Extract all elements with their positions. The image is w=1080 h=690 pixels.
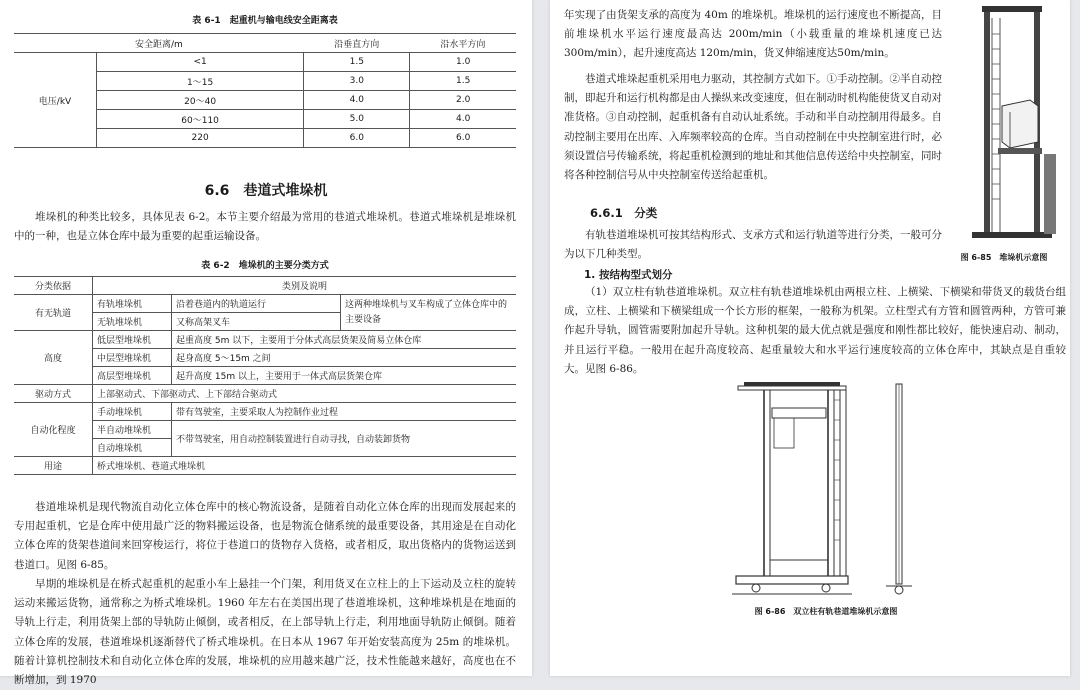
- right-page: [550, 0, 1070, 676]
- table-6-1-caption: 表 6-1 起重机与输电线安全距离表: [192, 16, 338, 26]
- table-cell: 3.0: [304, 72, 410, 91]
- table-cell: 220: [97, 129, 304, 148]
- table-row: [14, 34, 516, 53]
- table-cell: 高度: [14, 331, 93, 385]
- table-row: [14, 385, 516, 403]
- table-header: 类别及说明: [93, 277, 517, 295]
- table-row: [14, 457, 516, 475]
- table-row: [14, 277, 516, 295]
- table-cell: 60～110: [97, 110, 304, 129]
- table-cell: 上部驱动式、下部驱动式、上下部结合驱动式: [93, 385, 517, 403]
- table-row: [14, 403, 516, 421]
- table-header: 沿水平方向: [410, 34, 516, 53]
- subsection-title: 6.6.1 分类: [590, 206, 658, 220]
- subheading: 1. 按结构型式划分: [584, 269, 673, 281]
- table-cell: 带有驾驶室，主要采取人为控制作业过程: [172, 403, 517, 421]
- table-cell: 无轨堆垛机: [93, 313, 172, 331]
- table-cell: 1～15: [97, 72, 304, 91]
- left-page: [0, 0, 532, 687]
- table-cell: 中层型堆垛机: [93, 349, 172, 367]
- table-cell: 有轨堆垛机: [93, 295, 172, 313]
- table-cell: 20～40: [97, 91, 304, 110]
- table-6-2-caption: 表 6-2 堆垛机的主要分类方式: [201, 261, 329, 271]
- table-cell: 驱动方式: [14, 385, 93, 403]
- table-cell: 起升高度 15m 以上，主要用于一体式高层货架仓库: [172, 367, 517, 385]
- table-cell: 手动堆垛机: [93, 403, 172, 421]
- table-cell: 4.0: [410, 110, 516, 129]
- table-cell: 6.0: [304, 129, 410, 148]
- table-cell: 1.5: [410, 72, 516, 91]
- paragraph: 堆垛机的种类比较多，具体见表 6-2。本节主要介绍最为常用的巷道式堆垛机。巷道式堆垛机是堆垛机中的一种，也是立体仓库中最为重要的起重运输设备。: [14, 211, 516, 243]
- paragraph: 巷道堆垛机是现代物流自动化立体仓库中的核心物流设备，是随着自动化立体仓库的出现而发展起来的专用起重机，它是仓库中使用最广泛的物料搬运设备，也是物流仓储系统的最重要设备，其用途是在自动化立体仓库的货架巷道间来回穿梭运行，将位于巷道口的货物存入货格，或者相反，取出货格内的货物运送到巷道口。见图 6-85。: [14, 501, 516, 571]
- table-cell: 不带驾驶室，用自动控制装置进行自动寻找，自动装卸货物: [172, 421, 517, 457]
- table-header: 安全距离/m: [14, 34, 304, 53]
- table-6-2: [14, 276, 516, 475]
- table-cell: 1.5: [304, 53, 410, 72]
- table-cell: 又称高架叉车: [172, 313, 341, 331]
- table-cell: 低层型堆垛机: [93, 331, 172, 349]
- figure-6-86-caption: 图 6-86 双立柱有轨巷道堆垛机示意图: [754, 607, 898, 616]
- paragraph: 年实现了由货架支承的高度为 40m 的堆垛机。堆垛机的运行速度也不断提高，目前堆垛机水平运行速度最高达 200m/min（小载重量的堆垛机速度已达 300m/min），起升速度高达 120m/min，货叉伸缩速度达50m/min。: [564, 9, 942, 60]
- table-row: [14, 331, 516, 349]
- table-cell: 高层型堆垛机: [93, 367, 172, 385]
- table-cell: 半自动堆垛机: [93, 421, 172, 439]
- section-title: 6.6 巷道式堆垛机: [204, 183, 328, 199]
- paragraph: 巷道式堆垛起重机采用电力驱动，其控制方式如下。①手动控制。②半自动控制，即起升和运行机构都是由人操纵来改变速度，但在制动时机构能使货叉自动对准货格。③自动控制，起重机备有自动认址系统。手动和半自动控制用得最多。自动控制主要用在出库、入库频率较高的仓库。当自动控制在中央控制室进行时，必须设置信号传输系统，将起重机检测到的地址和其他信息传送给中央控制室，同时将各种控制信号从中央控制室传送给起重机。: [564, 73, 942, 182]
- table-cell: 6.0: [410, 129, 516, 148]
- table-cell: 有无轨道: [14, 295, 93, 331]
- table-cell: 这两种堆垛机与叉车构成了立体仓库中的主要设备: [341, 295, 517, 331]
- table-cell: 自动堆垛机: [93, 439, 172, 457]
- double-column-stacker-figure: [730, 380, 920, 602]
- table-cell: 桥式堆垛机、巷道式堆垛机: [93, 457, 517, 475]
- table-cell: 2.0: [410, 91, 516, 110]
- table-cell: 电压/kV: [14, 53, 97, 148]
- paragraph: 早期的堆垛机是在桥式起重机的起重小车上悬挂一个门架，利用货叉在立柱上的上下运动及立柱的旋转运动来搬运货物，通常称之为桥式堆垛机。1960 年左右在美国出现了巷道堆垛机，这种堆垛机是在地面的导轨上行走，利用货架上部的导轨防止倾倒，或者相反，在上部导轨上行走，利用地面导轨防止倾倒。随着立体仓库的发展，巷道堆垛机逐渐替代了桥式堆垛机。在日本从 1967 年开始安装高度为 25m 的堆垛机。随着计算机控制技术和自动化立体仓库的发展，堆垛机的应用越来越广泛，技术性能越来越好，高度也在不断增加，到 1970: [14, 578, 516, 687]
- table-cell: 4.0: [304, 91, 410, 110]
- table-row: [14, 295, 516, 313]
- table-row: [14, 53, 516, 72]
- table-cell: <1: [97, 53, 304, 72]
- table-cell: 1.0: [410, 53, 516, 72]
- figure-6-85-caption: 图 6-85 堆垛机示意图: [960, 253, 1048, 262]
- paragraph: （1）双立柱有轨巷道堆垛机。双立柱有轨巷道堆垛机由两根立柱、上横梁、下横梁和带货叉的载货台组成，立柱、上横梁和下横梁组成一个长方形的框架，一般称为机架。立柱型式有方管和圆管两种，方管可兼作起升导轨，圆管需要附加起升导轨。这种机架的最大优点就是强度和刚性都比较好，能快速启动、制动，并且运行平稳。一般用在起升高度较高、起重量较大和水平运行速度较高的立体仓库中，其缺点是自重较大。见图 6-86。: [564, 286, 1066, 375]
- table-cell: 沿着巷道内的轨道运行: [172, 295, 341, 313]
- table-cell: 自动化程度: [14, 403, 93, 457]
- table-cell: 起重高度 5m 以下，主要用于分体式高层货架及简易立体仓库: [172, 331, 517, 349]
- table-cell: 起身高度 5～15m 之间: [172, 349, 517, 367]
- table-6-1: [14, 33, 516, 148]
- paragraph: 有轨巷道堆垛机可按其结构形式、支承方式和运行轨道等进行分类，一般可分为以下几种类型。: [564, 229, 942, 261]
- table-cell: 用途: [14, 457, 93, 475]
- table-cell: 5.0: [304, 110, 410, 129]
- table-header: 沿垂直方向: [304, 34, 410, 53]
- stacker-crane-figure: [952, 4, 1060, 244]
- table-header: 分类依据: [14, 277, 93, 295]
